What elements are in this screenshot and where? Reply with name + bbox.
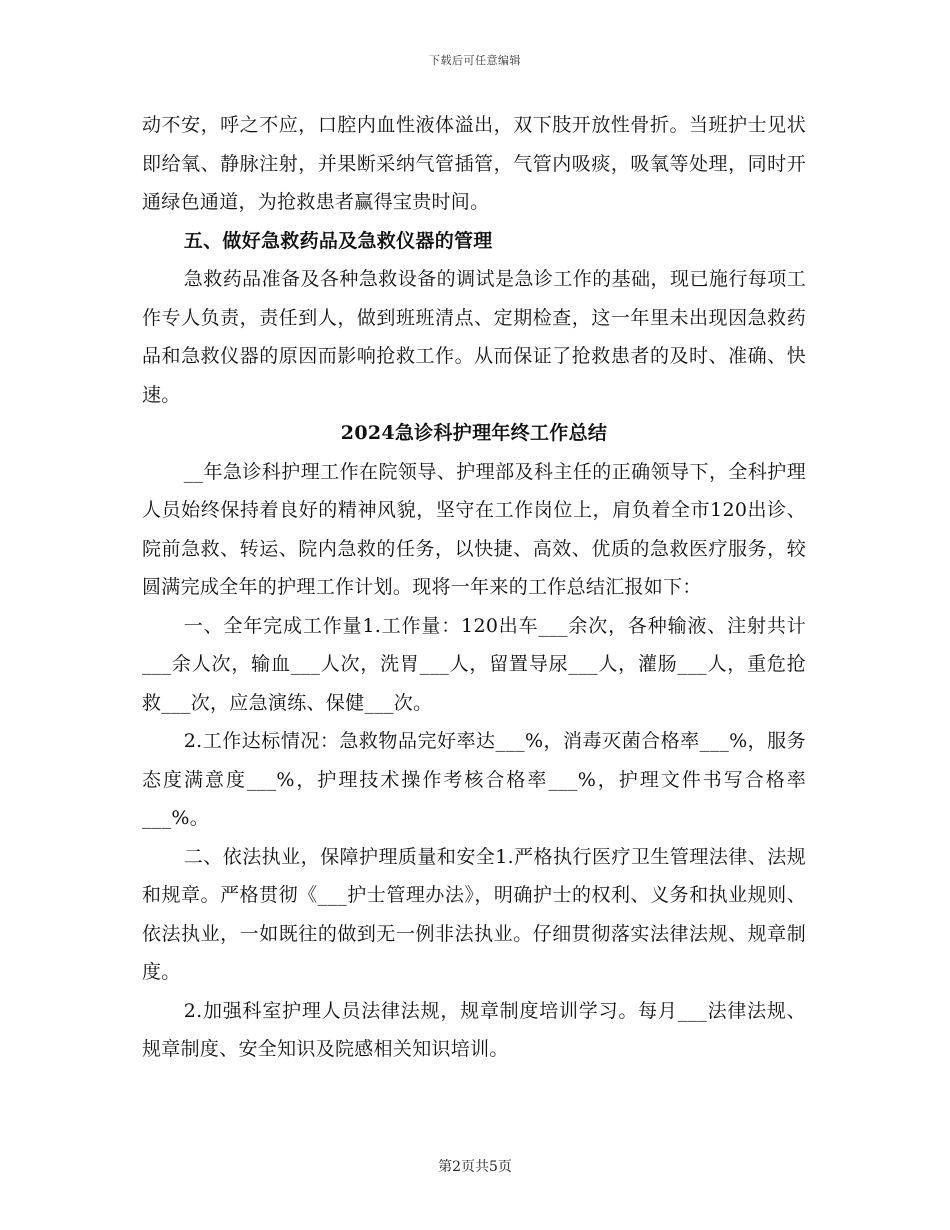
paragraph-workload: 一、全年完成工作量1.工作量：120出车___余次，各种输液、注射共计___余人次，输血___人次，洗胃___人，留置导尿___人，灌肠___人，重危抢救___次，应急演练、保健___次。 — [142, 614, 806, 714]
section-heading-five: 五、做好急救药品及急救仪器的管理 — [183, 229, 493, 252]
page-header-note: 下载后可任意编辑 — [429, 54, 521, 67]
paragraph-standards: 2.工作达标情况：急救物品完好率达___%，消毒灭菌合格率___%，服务态度满意度___%，护理技术操作考核合格率___%，护理文件书写合格率___%。 — [142, 730, 806, 829]
document-body — [142, 106, 806, 1069]
document-title: 2024急诊科护理年终工作总结 — [340, 422, 608, 444]
page-footer-number: 第2页共5页 — [438, 1159, 512, 1175]
paragraph-continuation: 动不安，呼之不应，口腔内血性液体溢出，双下肢开放性骨折。当班护士见状即给氧、静脉注射，并果断采纳气管插管，气管内吸痰，吸氧等处理，同时开通绿色通道，为抢救患者赢得宝贵时间。 — [142, 114, 806, 213]
paragraph-training: 2.加强科室护理人员法律法规，规章制度培训学习。每月___法律法规、规章制度、安全知识及院感相关知识培训。 — [142, 999, 806, 1060]
paragraph-legal-practice: 二、依法执业，保障护理质量和安全1.严格执行医疗卫生管理法律、法规和规章。严格贯彻《___护士管理办法》，明确护士的权利、义务和执业规则、依法执业，一如既往的做到无一例非法执业。仔细贯彻落实法律法规、规章制度。 — [142, 845, 806, 983]
paragraph-intro: __年急诊科护理工作在院领导、护理部及科主任的正确领导下，全科护理人员始终保持着良好的精神风貌，坚守在工作岗位上，肩负着全市120出诊、院前急救、转运、院内急救的任务，以快捷、高效、优质的急救医疗服务，较圆满完成全年的护理工作计划。现将一年来的工作总结汇报如下： — [142, 460, 806, 598]
paragraph-emergency-drugs: 急救药品准备及各种急救设备的调试是急诊工作的基础，现已施行每项工作专人负责，责任到人，做到班班清点、定期检查，这一年里未出现因急救药品和急救仪器的原因而影响抢救工作。从而保证了抢救患者的及时、准确、快速。 — [142, 268, 806, 406]
